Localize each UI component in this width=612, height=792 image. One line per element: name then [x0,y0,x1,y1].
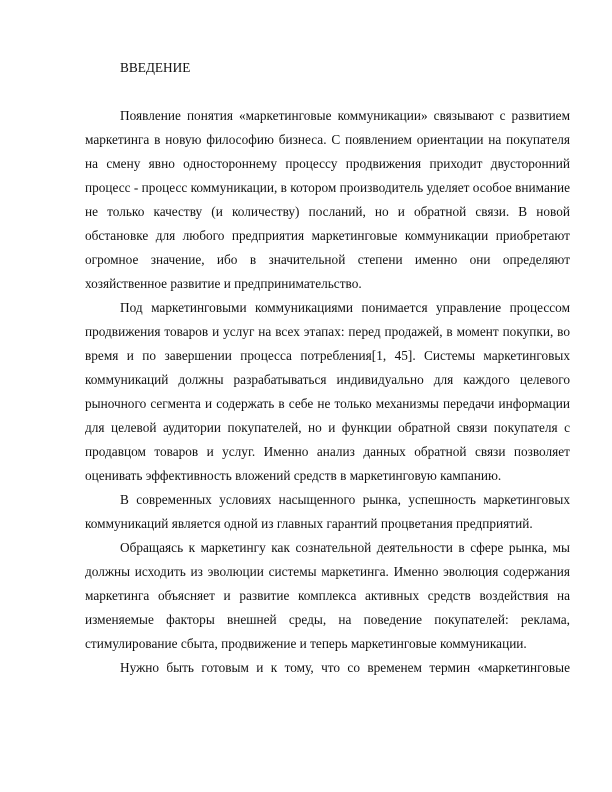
paragraph-5: Нужно быть готовым и к тому, что со временем термин «маркетинговые [120,660,570,675]
paragraph-4: Обращаясь к маркетингу как сознательной деятельности в сфере рынка, мы должны исходить из эволюции системы маркетинга. Именно эволюция содержания маркетинга объясняет и развитие комплекса активных средств воздействия на изменяемые факторы внешней среды, на поведение покупателей: реклама, стимулирование сбыта, продвижение и теперь маркетинговые коммуникации. [85,540,570,651]
paragraph-3: В современных условиях насыщенного рынка, успешность маркетинговых коммуникаций является одной из главных гарантий процветания предприятий. [85,492,570,531]
paragraph-2: Под маркетинговыми коммуникациями понимается управление процессом продвижения товаров и услуг на всех этапах: перед продажей, в момент покупки, во время и по завершении процесса потребления[1, 45]. Системы маркетинговых коммуникаций должны разрабатываться индивидуально для каждого целевого рыночного сегмента и содержать в себе не только механизмы передачи информации для целевой аудитории покупателей, но и функции обратной связи покупателя с продавцом товаров и услуг. Именно анализ данных обратной связи позволяет оценивать эффективность вложений средств в маркетинговую кампанию. [85,300,570,483]
section-heading: ВВЕДЕНИЕ [120,60,191,75]
paragraph-1: Появление понятия «маркетинговые коммуникации» связывают с развитием маркетинга в новую философию бизнеса. С появлением ориентации на покупателя на смену явно одностороннему процессу продвижения приходит двусторонний процесс - процесс коммуникации, в котором производитель уделяет особое внимание не только качеству (и количеству) посланий, но и обратной связи. В новой обстановке для любого предприятия маркетинговые коммуникации приобретают огромное значение, ибо в значительной степени именно они определяют хозяйственное развитие и предпринимательство. [85,108,570,291]
document-body [85,56,570,680]
